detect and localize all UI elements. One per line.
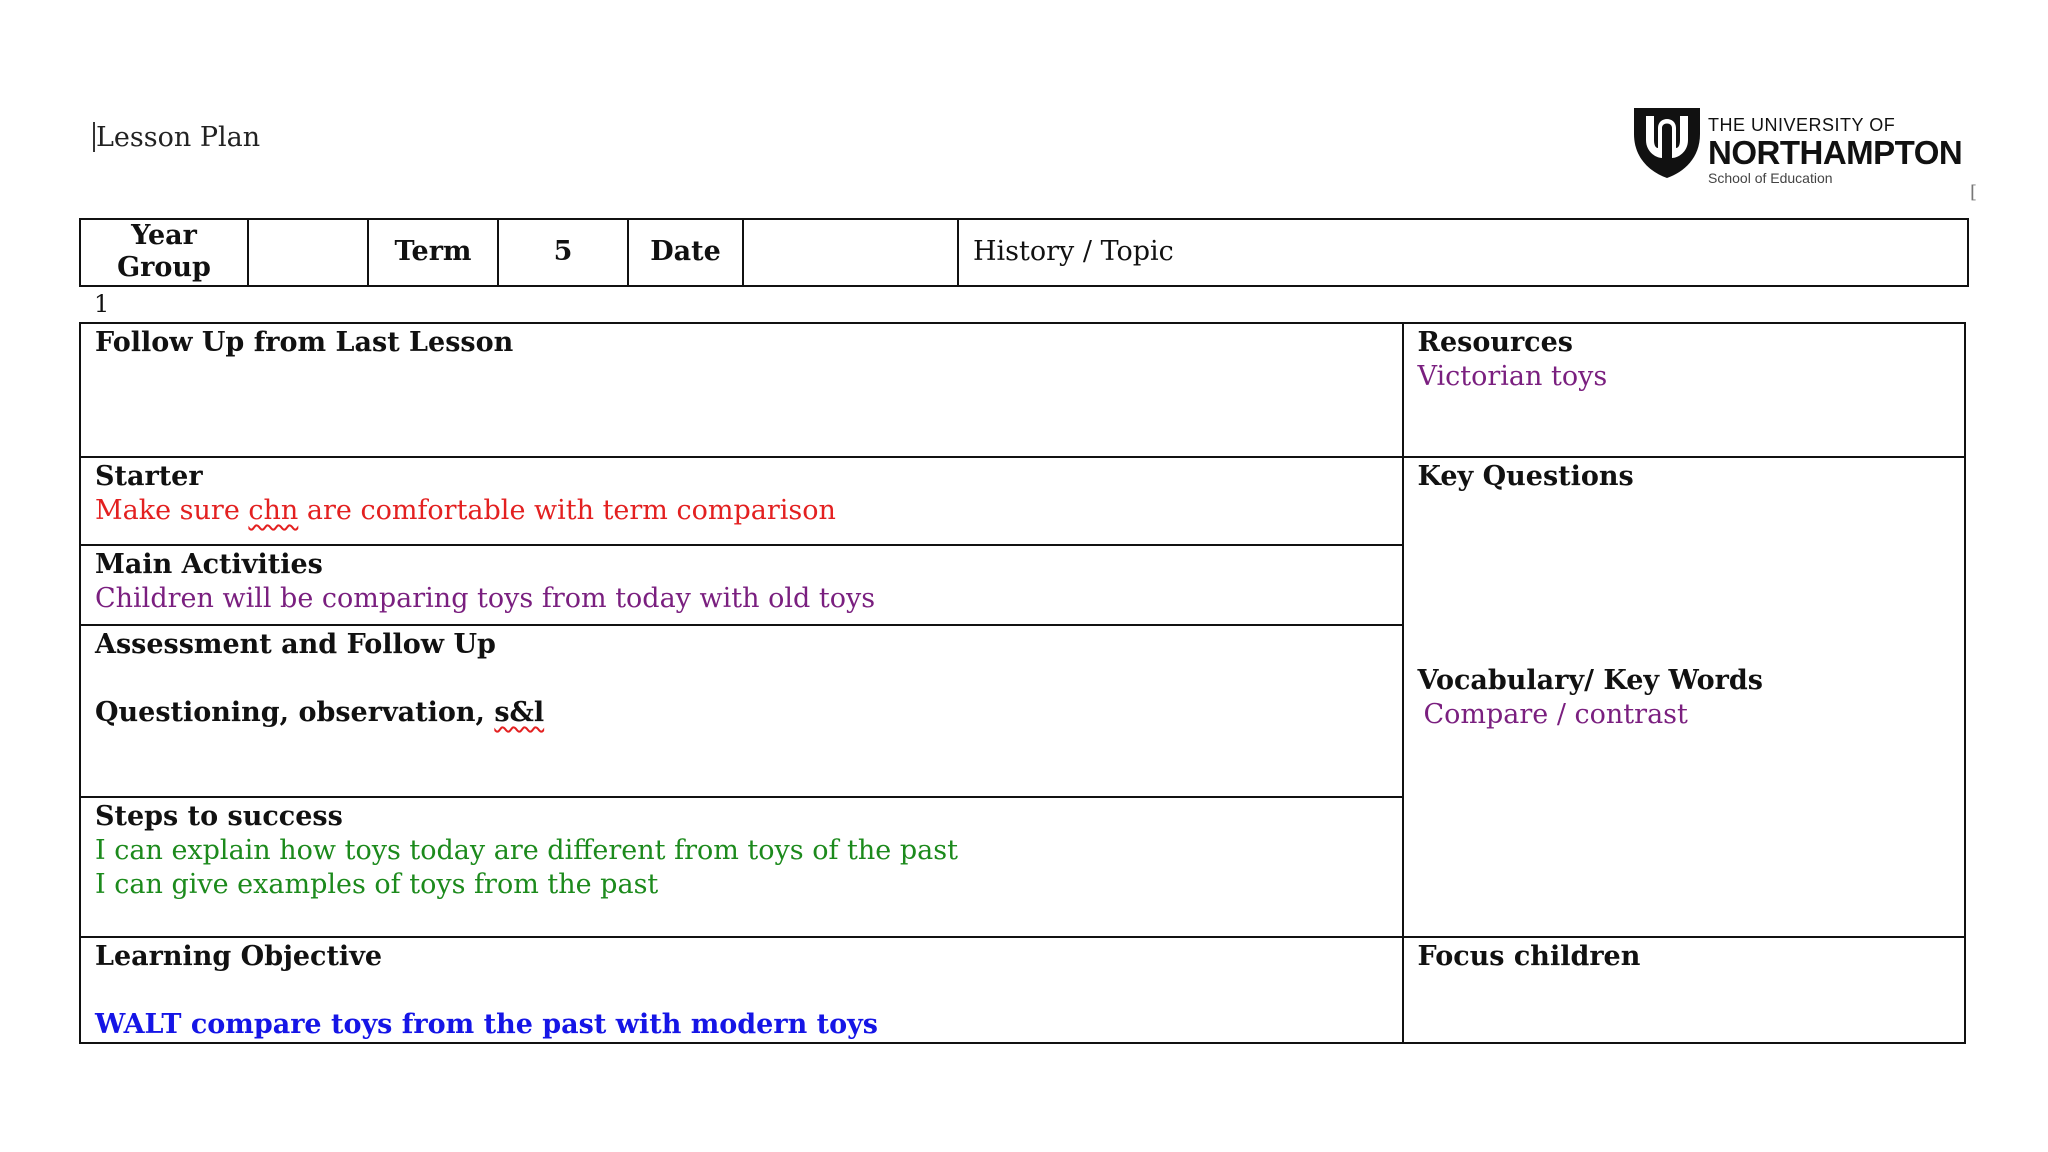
starter-text-part2: are comfortable with term comparison — [298, 495, 836, 526]
steps-item: I can explain how toys today are different from toys of the past — [95, 835, 958, 866]
learning-objective-content: WALT compare toys from the past with modern toys — [95, 1009, 878, 1040]
assessment-content — [95, 696, 1388, 730]
starter-text-part1: Make sure — [95, 495, 249, 526]
key-questions-cell[interactable] — [1403, 457, 1966, 937]
focus-children-cell[interactable] — [1403, 937, 1966, 1043]
starter-cell[interactable] — [80, 457, 1403, 545]
main-activities-cell[interactable] — [80, 545, 1403, 625]
logo-wordmark — [1708, 116, 1962, 183]
focus-children-heading: Focus children — [1417, 941, 1641, 972]
lesson-plan-table — [79, 322, 1966, 1044]
learning-objective-heading: Learning Objective — [95, 941, 383, 972]
date-value[interactable] — [743, 219, 958, 286]
vocabulary-heading: Vocabulary/ Key Words — [1417, 665, 1763, 696]
vocabulary-content: Compare / contrast — [1423, 699, 1688, 730]
steps-heading: Steps to success — [95, 801, 343, 832]
date-label: Date — [628, 219, 743, 286]
spelling-error-mark: s&l — [494, 697, 545, 728]
logo-line-northampton: NORTHAMPTON — [1708, 134, 1963, 171]
resources-cell[interactable] — [1403, 323, 1966, 457]
starter-heading: Starter — [95, 461, 203, 492]
spelling-error-mark: chn — [248, 495, 299, 526]
assessment-text: Questioning, observation, — [95, 697, 495, 728]
year-group-label: Year Group — [80, 219, 248, 286]
term-value[interactable]: 5 — [498, 219, 628, 286]
page-number: 1 — [94, 290, 110, 318]
main-activities-content: Children will be comparing toys from today with old toys — [95, 583, 876, 614]
year-group-value[interactable] — [248, 219, 368, 286]
logo-line-university-of: THE UNIVERSITY OF — [1708, 115, 1896, 135]
assessment-spacer — [95, 662, 1388, 696]
learning-objective-cell[interactable] — [80, 937, 1403, 1043]
main-activities-heading: Main Activities — [95, 549, 323, 580]
learning-objective-spacer — [95, 974, 1388, 1008]
key-questions-heading: Key Questions — [1417, 461, 1634, 492]
follow-up-heading: Follow Up from Last Lesson — [95, 327, 514, 358]
text-cursor — [93, 122, 95, 152]
follow-up-cell[interactable] — [80, 323, 1403, 457]
steps-item: I can give examples of toys from the past — [95, 869, 659, 900]
resources-content: Victorian toys — [1417, 361, 1608, 392]
assessment-cell[interactable] — [80, 625, 1403, 797]
starter-content — [95, 494, 1388, 528]
university-crest-icon — [1632, 106, 1702, 180]
key-questions-content — [1418, 494, 1951, 664]
resources-heading: Resources — [1417, 327, 1574, 358]
lesson-header-table — [79, 218, 1969, 287]
assessment-heading: Assessment and Follow Up — [95, 629, 496, 660]
logo-line-school: School of Education — [1708, 171, 1833, 183]
term-label: Term — [368, 219, 498, 286]
steps-cell[interactable] — [80, 797, 1403, 937]
stray-bracket-mark: [ — [1970, 182, 1978, 203]
subject-cell[interactable]: History / Topic — [958, 219, 1968, 286]
university-logo — [1632, 104, 1962, 184]
document-title: Lesson Plan — [93, 122, 260, 153]
